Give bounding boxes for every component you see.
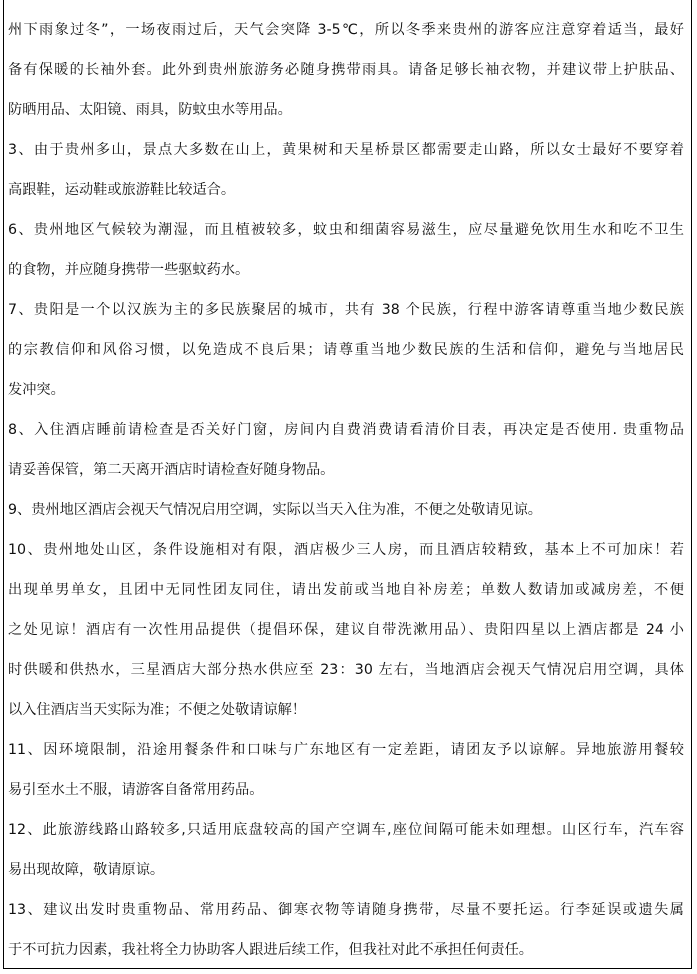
text-line: 出现单男单女，且团中无同性团友同住，请出发前或当地自补房差；单数人数请加或减房差，不便 [8,582,684,598]
text-line: 之处见谅！酒店有一次性用品提供（提倡环保，建议自带洗漱用品）、贵阳四星以上酒店都是 24 小 [8,622,684,638]
text-line: 7、贵阳是一个以汉族为主的多民族聚居的城市，共有 38 个民族，行程中游客请尊重当地少数民族 [8,302,684,318]
text-line: 10、贵州地处山区，条件设施相对有限，酒店极少三人房，而且酒店较精致，基本上不可加床！若 [8,542,684,558]
paragraph-item-12 [8,810,684,890]
text-line: 8、入住酒店睡前请检查是否关好门窗，房间内自费消费请看清价目表，再决定是否使用. 贵重物品 [8,422,684,438]
text-line: 的食物，并应随身携带一些驱蚊药水。 [8,262,250,278]
text-line: 12、此旅游线路山路较多,只适用底盘较高的国产空调车,座位间隔可能未如理想。山区行车，汽车容 [8,822,684,838]
text-line: 请妥善保管，第二天离开酒店时请检查好随身物品。 [8,462,335,478]
paragraph-item-13 [8,890,684,970]
paragraph-item-7 [8,290,684,410]
text-line: 易出现故障，敬请原谅。 [8,862,165,878]
text-line: 于不可抗力因素，我社将全力协助客人跟进后续工作，但我社对此不承担任何责任。 [8,942,533,958]
document-body [8,10,684,970]
text-line: 州下雨象过冬”，一场夜雨过后，天气会突降 3-5℃，所以冬季来贵州的游客应注意穿着适当，最好 [8,22,684,38]
paragraph-item-10 [8,530,684,730]
paragraph-item-9 [8,490,684,530]
paragraph-weather-clothing [8,10,684,130]
text-line: 13、建议出发时贵重物品、常用药品、御寒衣物等请随身携带，尽量不要托运。行李延误或遗失属 [8,902,684,918]
text-line: 易引至水土不服，请游客自备常用药品。 [8,782,264,798]
text-line: 6、贵州地区气候较为潮湿，而且植被较多，蚊虫和细菌容易滋生，应尽量避免饮用生水和吃不卫生 [8,222,684,238]
text-line: 11、因环境限制，沿途用餐条件和口味与广东地区有一定差距，请团友予以谅解。异地旅游用餐较 [8,742,684,758]
text-line: 发冲突。 [8,382,65,398]
text-line: 以入住酒店当天实际为准；不便之处敬请谅解！ [8,702,306,718]
text-line: 的宗教信仰和风俗习惯，以免造成不良后果；请尊重当地少数民族的生活和信仰，避免与当地居民 [8,342,684,358]
text-line: 3、由于贵州多山，景点大多数在山上，黄果树和天星桥景区都需要走山路，所以女士最好不要穿着 [8,142,684,158]
paragraph-item-8 [8,410,684,490]
text-line: 高跟鞋，运动鞋或旅游鞋比较适合。 [8,182,236,198]
paragraph-item-6 [8,210,684,290]
text-line: 备有保暖的长袖外套。此外到贵州旅游务必随身携带雨具。请备足够长袖衣物，并建议带上护肤品、 [8,62,684,78]
text-line: 时供暖和供热水，三星酒店大部分热水供应至 23：30 左右，当地酒店会视天气情况启用空调，具体 [8,662,684,678]
paragraph-item-3 [8,130,684,210]
text-line: 9、贵州地区酒店会视天气情况启用空调，实际以当天入住为准，不便之处敬请见谅。 [8,502,542,518]
paragraph-item-11 [8,730,684,810]
text-line: 防晒用品、太阳镜、雨具，防蚊虫水等用品。 [8,102,292,118]
